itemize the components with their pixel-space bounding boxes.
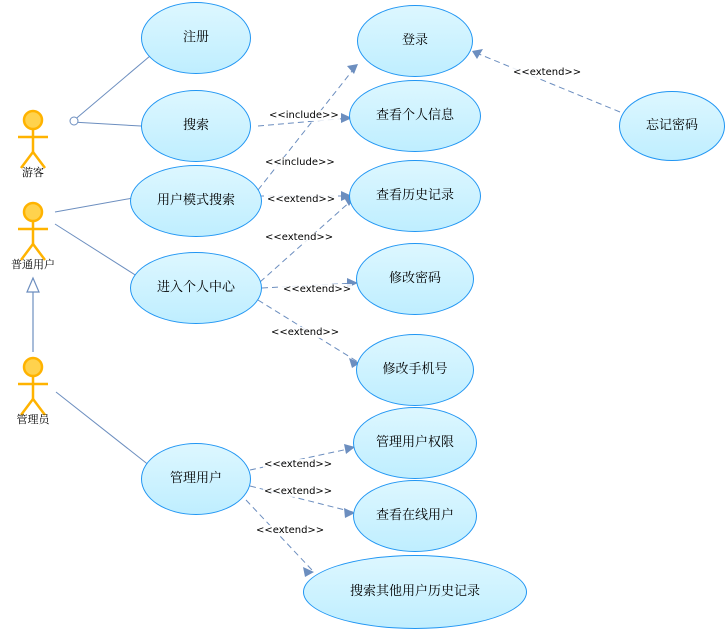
- actor-label-normal-user: 普通用户: [11, 258, 55, 271]
- actor-guest-figure: [18, 111, 48, 168]
- use-case-label: 管理用户: [169, 470, 222, 486]
- use-case-view-profile[interactable]: [349, 80, 481, 152]
- use-case-manage-users[interactable]: [141, 443, 251, 515]
- use-case-label: 查看历史记录: [375, 187, 454, 203]
- edge-label-extend-2: <<extend>>: [265, 232, 334, 243]
- use-case-label: 查看在线用户: [375, 507, 454, 523]
- use-case-view-online-users[interactable]: [353, 480, 477, 552]
- edge-label-extend-3: <<extend>>: [283, 284, 352, 295]
- actor-normal-user-figure: [18, 203, 48, 260]
- edge-label-extend-7: <<extend>>: [256, 525, 325, 536]
- actor-label-guest: 游客: [22, 166, 44, 179]
- use-case-label: 进入个人中心: [156, 279, 235, 295]
- use-case-label: 注册: [182, 29, 209, 45]
- edge-label-extend-4: <<extend>>: [271, 327, 340, 338]
- use-case-forgot-password[interactable]: [619, 91, 725, 161]
- use-case-change-password[interactable]: [356, 243, 474, 315]
- actor-admin-figure: [18, 358, 48, 415]
- use-case-search[interactable]: [141, 90, 251, 162]
- generalization-admin-to-user: [27, 278, 39, 352]
- association-lines: [55, 56, 150, 466]
- use-case-search-other-user-history[interactable]: [303, 555, 527, 629]
- use-case-enter-personal-center[interactable]: [130, 252, 262, 324]
- use-case-view-history[interactable]: [349, 160, 481, 232]
- actor-label-admin: 管理员: [16, 413, 50, 426]
- edge-label-extend-8: <<extend>>: [513, 67, 582, 78]
- use-case-register[interactable]: [141, 2, 251, 74]
- edge-label-include-1: <<include>>: [269, 110, 339, 121]
- edge-label-extend-6: <<extend>>: [264, 486, 333, 497]
- use-case-label: 搜索其他用户历史记录: [349, 583, 480, 599]
- use-case-label: 登录: [401, 32, 428, 48]
- use-case-label: 修改密码: [388, 270, 441, 286]
- use-case-login[interactable]: [357, 5, 473, 77]
- use-case-label: 管理用户权限: [375, 434, 454, 450]
- use-case-user-mode-search[interactable]: [130, 165, 262, 237]
- edge-label-extend-5: <<extend>>: [264, 459, 333, 470]
- edge-label-extend-1: <<extend>>: [267, 194, 336, 205]
- use-case-label: 搜索: [182, 117, 209, 133]
- use-case-label: 修改手机号: [382, 361, 448, 377]
- use-case-label: 忘记密码: [645, 117, 698, 133]
- use-case-label: 查看个人信息: [375, 107, 454, 123]
- use-case-label: 用户模式搜索: [156, 192, 235, 208]
- use-case-manage-user-permission[interactable]: [353, 407, 477, 479]
- use-case-change-phone[interactable]: [356, 334, 474, 406]
- edge-label-include-2: <<include>>: [265, 157, 335, 168]
